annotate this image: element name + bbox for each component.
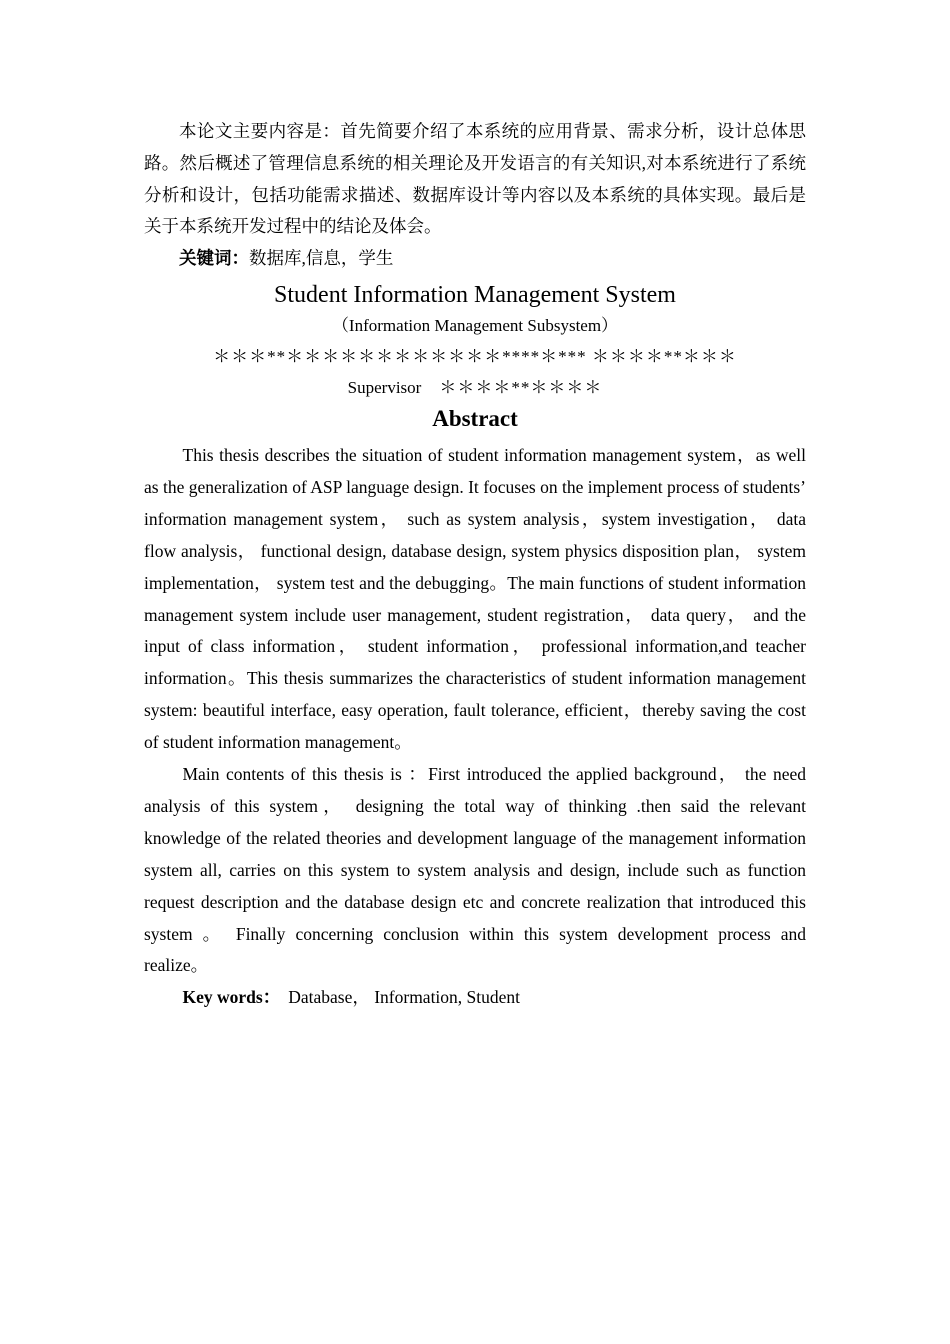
english-keywords-values: Database， Information, Student xyxy=(288,987,521,1008)
chinese-keywords-values: 数据库,信息，学生 xyxy=(249,248,394,269)
chinese-keywords xyxy=(144,243,806,275)
supervisor-line xyxy=(144,373,806,403)
supervisor-masked: ＊＊＊＊**＊＊＊＊ xyxy=(439,377,603,397)
document-page xyxy=(144,116,806,1014)
english-subtitle: （Information Management Subsystem） xyxy=(331,315,619,335)
supervisor-label: Supervisor xyxy=(347,377,422,397)
abstract-heading: Abstract xyxy=(432,405,518,431)
english-keywords-label: Key words： xyxy=(182,987,281,1008)
chinese-keywords-label: 关键词： xyxy=(179,248,249,269)
abstract-paragraph-2: Main contents of this thesis is ：First introduced the applied background， the need analysis of this system， designing the total way of thinking .then said the relevant knowledge of the related theories and development language of the management information system all, carries on this system to system analysis and design, include such as function request description and the database design etc and concrete realization that introduced this system 。 Finally concerning conclusion within this system development process and realize。 xyxy=(144,764,806,976)
author-masked: ＊＊＊**＊＊＊＊＊＊＊＊＊＊＊＊****＊*** ＊＊＊＊**＊＊＊ xyxy=(213,346,737,366)
abstract-paragraph-1: This thesis describes the situation of student information management system，as well as the generalization of ASP language design. It focuses on the implement process of students’ information management system， such as system analysis，system investigation， data flow analysis， functional design, database design, system physics disposition plan， system implementation， system test and the debugging。The main functions of student information management system include user management, student registration， data query， and the input of class information， student information， professional information,and teacher information。This thesis summarizes the characteristics of student information management system: beautiful interface, easy operation, fault tolerance, efficient，thereby saving the cost of student information management。 xyxy=(144,444,806,753)
english-title: Student Information Management System xyxy=(274,281,676,308)
chinese-abstract-body: 本论文主要内容是：首先简要介绍了本系统的应用背景、需求分析，设计总体思路。然后概述了管理信息系统的相关理论及开发语言的有关知识,对本系统进行了系统分析和设计，包括功能需求描述、数据库设计等内容以及本系统的具体实现。最后是关于本系统开发过程中的结论及体会。 xyxy=(144,121,806,237)
english-keywords xyxy=(144,982,806,1014)
